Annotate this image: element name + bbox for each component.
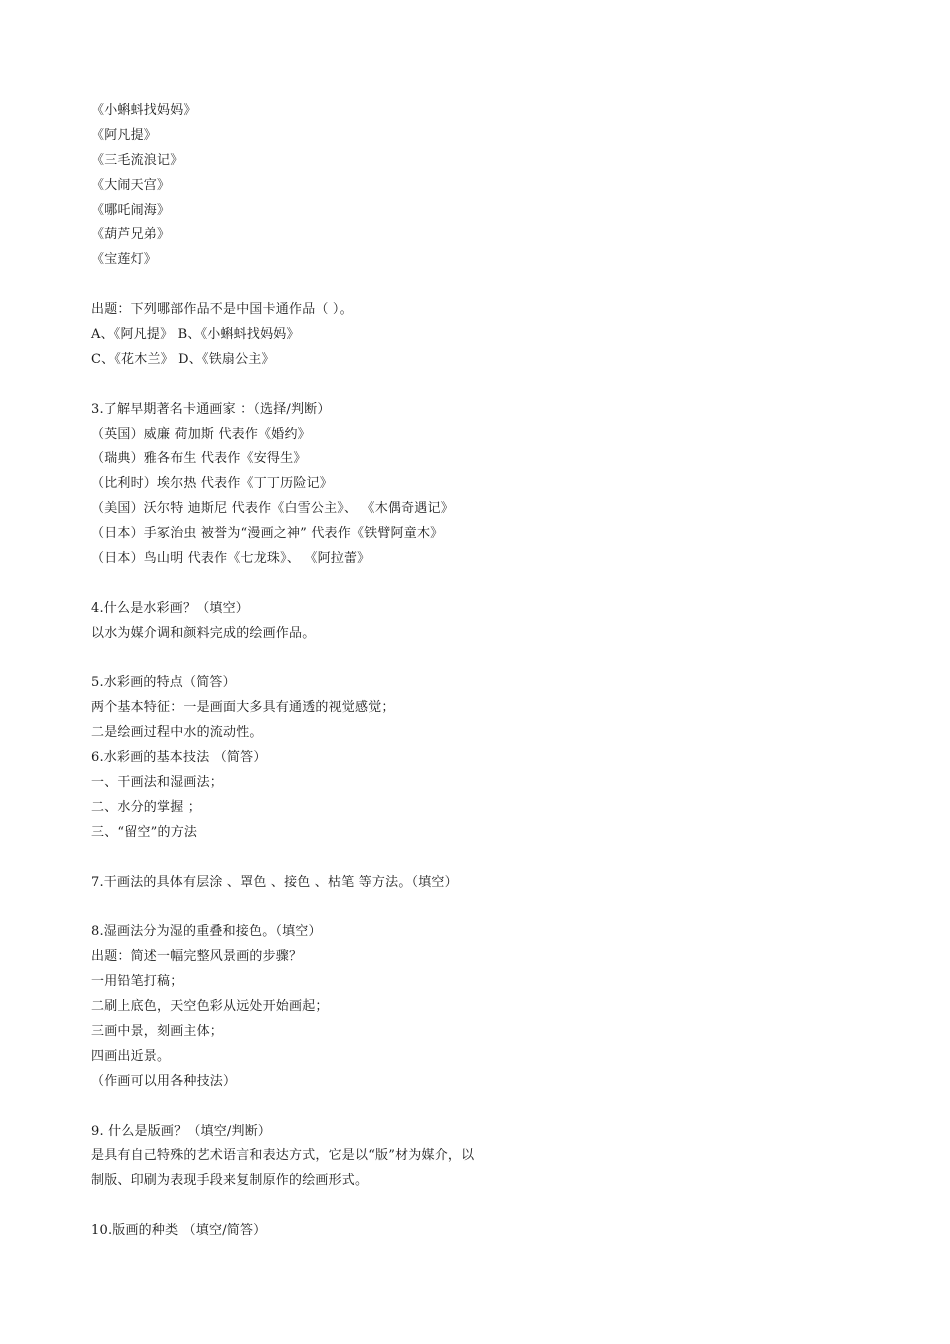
blank-line [91,1095,851,1120]
text-line: （瑞典）雅各布生 代表作《安得生》 [91,451,307,467]
text-line: 《三毛流浪记》 [91,152,184,168]
text-line: 二是绘画过程中水的流动性。 [91,725,263,741]
blank-line [91,647,851,672]
text-line: 是具有自己特殊的艺术语言和表达方式，它是以“版”材为媒介，以 [91,1148,475,1164]
text-line: （作画可以用各种技法） [91,1073,237,1089]
text-line: 两个基本特征：一是画面大多具有通透的视觉感觉； [91,700,395,716]
text-line: 制版、印刷为表现手段来复制原作的绘画形式。 [91,1173,369,1189]
text-line: （日本）鸟山明 代表作《七龙珠》、 《阿拉蕾》 [91,551,371,567]
section-heading: 7.干画法的具体有层涂 、罩色 、接色 、枯笔 等方法。（填空） [91,874,458,890]
text-line: 三画中景，刻画主体； [91,1023,224,1039]
blank-line [91,373,851,398]
text-line: （日本）手冢治虫 被誉为“漫画之神” 代表作《铁臂阿童木》 [91,526,444,542]
text-line: 《葫芦兄弟》 [91,227,171,243]
text-line: （英国）威廉 荷加斯 代表作《婚约》 [91,426,311,442]
blank-line [91,1194,851,1219]
blank-line [91,572,851,597]
text-line: 三、“留空”的方法 [91,824,198,840]
text-line: 《阿凡提》 [91,127,158,143]
option-line: C、《花木兰》 D、《铁扇公主》 [91,351,275,367]
text-line: 二、水分的掌握 ； [91,799,201,815]
text-line: 以水为媒介调和颜料完成的绘画作品。 [91,625,316,641]
section-heading: 6.水彩画的基本技法 （简答） [91,750,267,766]
section-heading: 3.了解早期著名卡通画家 ：（选择/判断） [91,401,331,417]
question-line: 出题：下列哪部作品不是中国卡通作品（ ）。 [91,302,353,318]
text-line: 《大闹天宫》 [91,177,171,193]
question-line: 出题：简述一幅完整风景画的步骤？ [91,949,303,965]
text-line: 《小蝌蚪找妈妈》 [91,103,197,118]
text-line: 二刷上底色，天空色彩从远处开始画起； [91,999,329,1015]
section-heading: 10.版画的种类 （填空/简答） [91,1223,267,1239]
blank-line [91,273,851,298]
blank-line [91,846,851,871]
section-heading: 4.什么是水彩画？（填空） [91,600,250,616]
text-line: （比利时）埃尔热 代表作《丁丁历险记》 [91,476,333,492]
option-line: A、《阿凡提》 B、《小蝌蚪找妈妈》 [91,327,300,343]
text-line: 《宝莲灯》 [91,252,158,268]
text-line: 《哪吒闹海》 [91,202,171,218]
section-heading: 8.湿画法分为湿的重叠和接色。（填空） [91,924,322,940]
text-line: 一、干画法和湿画法； [91,775,224,791]
text-line: 四画出近景。 [91,1048,171,1064]
section-heading: 5.水彩画的特点（简答） [91,675,236,691]
document-body [91,99,851,1244]
section-heading: 9. 什么是版画？（填空/判断） [91,1123,272,1139]
blank-line [91,896,851,921]
text-line: （美国）沃尔特 迪斯尼 代表作《白雪公主》、 《木偶奇遇记》 [91,501,454,517]
text-line: 一用铅笔打稿； [91,974,184,990]
